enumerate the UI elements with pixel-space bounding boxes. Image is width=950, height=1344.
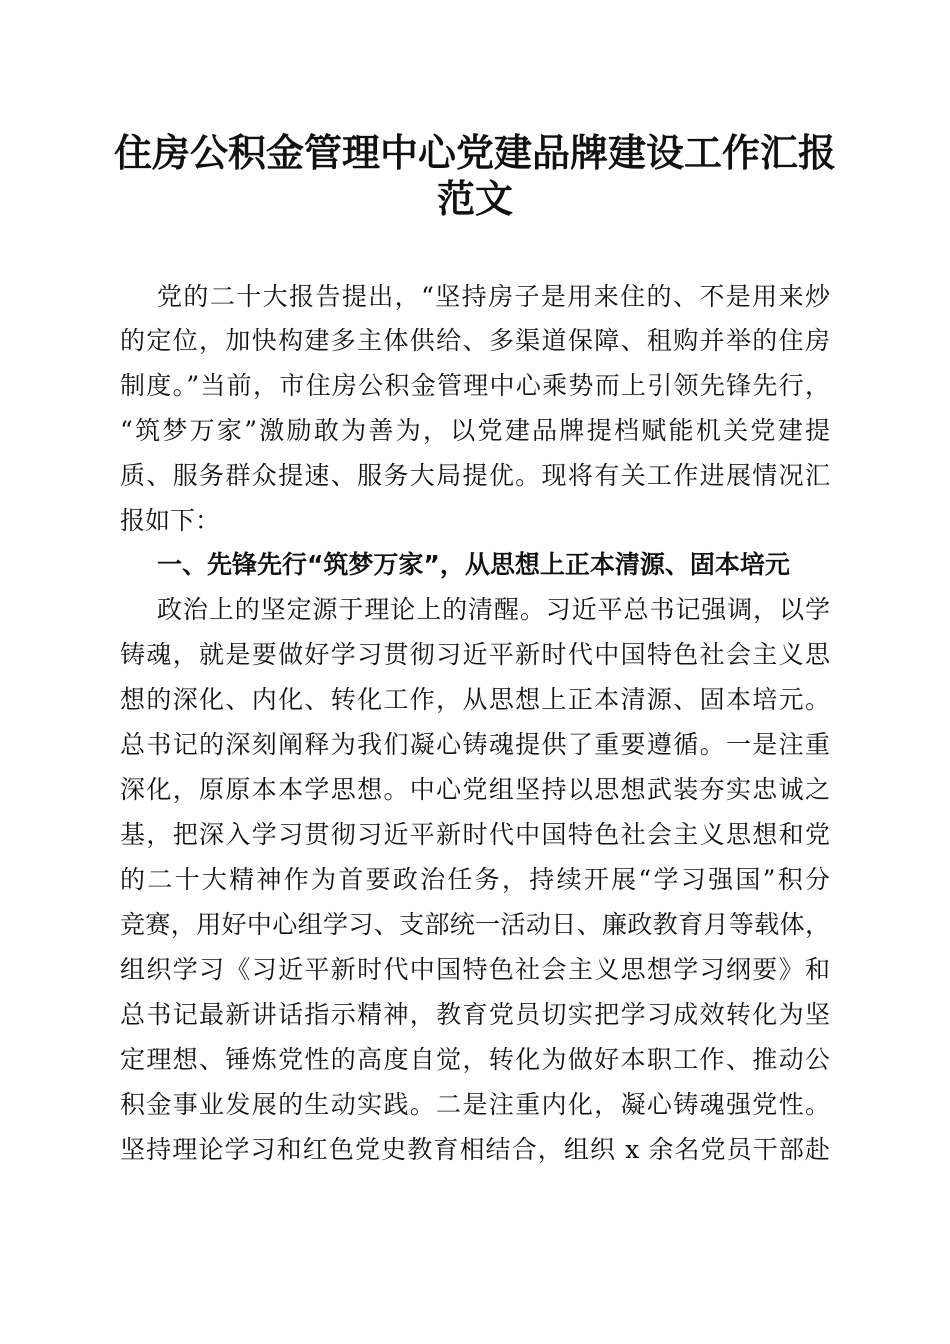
paragraph-2-line-7: 的二十大精神作为首要政治任务，持续开展“学习强国”积分 (120, 865, 830, 894)
paragraph-2-line-1: 政治上的坚定源于理论上的清醒。习近平总书记强调，以学 (157, 595, 830, 624)
paragraph-1-line-5: 质、服务群众提速、服务大局提优。现将有关工作进展情况汇 (120, 461, 830, 490)
paragraph-2-line-5: 深化，原原本本学思想。中心党组坚持以思想武装夯实忠诚之 (120, 775, 830, 804)
paragraph-1-line-2: 的定位，加快构建多主体供给、多渠道保障、租购并举的住房 (120, 326, 830, 355)
paragraph-2-line-12: 积金事业发展的生动实践。二是注重内化，凝心铸魂强党性。 (120, 1090, 830, 1119)
paragraph-2-line-3: 想的深化、内化、转化工作，从思想上正本清源、固本培元。 (120, 685, 830, 714)
paragraph-2-line-10: 总书记最新讲话指示精神，教育党员切实把学习成效转化为坚 (120, 1000, 830, 1029)
paragraph-1-line-4: “筑梦万家”激励敢为善为，以党建品牌提档赋能机关党建提 (120, 416, 830, 445)
paragraph-2-line-2: 铸魂，就是要做好学习贯彻习近平新时代中国特色社会主义思 (120, 640, 830, 669)
paragraph-2-line-8: 竞赛，用好中心组学习、支部统一活动日、廉政教育月等载体， (120, 910, 830, 939)
section-1-heading: 一、先锋先行“筑梦万家”，从思想上正本清源、固本培元 (157, 550, 790, 579)
paragraph-2-line-4: 总书记的深刻阐释为我们凝心铸魂提供了重要遵循。一是注重 (120, 730, 830, 759)
paragraph-2-line-11: 定理想、锤炼党性的高度自觉，转化为做好本职工作、推动公 (120, 1045, 830, 1074)
paragraph-1-line-1: 党的二十大报告提出，“坚持房子是用来住的、不是用来炒 (157, 282, 830, 311)
paragraph-2-line-13: 坚持理论学习和红色党史教育相结合，组织 x 余名党员干部赴 (120, 1135, 830, 1164)
paragraph-2-line-6: 基，把深入学习贯彻习近平新时代中国特色社会主义思想和党 (120, 820, 830, 849)
paragraph-2-line-9: 组织学习《习近平新时代中国特色社会主义思想学习纲要》和 (120, 955, 830, 984)
paragraph-1-line-3: 制度。”当前，市住房公积金管理中心乘势而上引领先锋先行， (120, 371, 830, 400)
document-title: 住房公积金管理中心党建品牌建设工作汇报范文 (113, 130, 836, 221)
paragraph-1-line-6: 报如下： (120, 506, 221, 535)
